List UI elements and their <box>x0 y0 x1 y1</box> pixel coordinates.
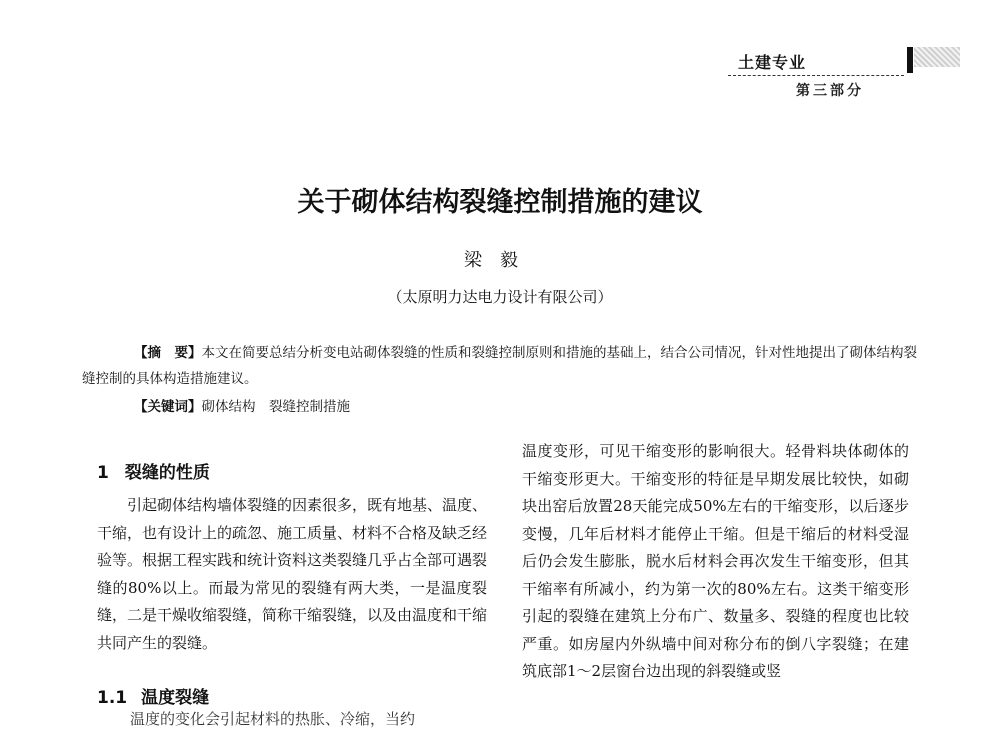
journal-part-label: 第三部分 <box>796 83 864 99</box>
abstract-text: 本文在简要总结分析变电站砌体裂缝的性质和裂缝控制原则和措施的基础上，结合公司情况，针对性地提出了砌体结构裂缝控制的具体构造措施建议。 <box>82 345 917 387</box>
header-bar-mark <box>907 47 913 73</box>
author-affiliation: （太原明力达电力设计有限公司） <box>387 288 613 306</box>
header-texture-block <box>914 47 960 67</box>
abstract-label: 【摘 要】 <box>134 345 202 361</box>
right-column-paragraph: 温度变形，可见干缩变形的影响很大。轻骨料块体砌体的干缩变形更大。干缩变形的特征是早期发展比较快，如砌块出窑后放置28天能完成50%左右的干缩变形，以后逐步变慢，几年后材料才能停止干缩。但是干缩后的材料受湿后仍会发生膨胀，脱水后材料会再次发生干缩变形，但其干缩率有所减小，约为第一次的80%左右。这类干缩变形引起的裂缝在建筑上分布广、数量多、裂缝的程度也比较严重。如房屋内外纵墙中间对称分布的倒八字裂缝；在建筑底部1～2层窗台边出现的斜裂缝或竖 <box>522 442 909 680</box>
section-heading-1-1 <box>97 683 209 708</box>
section-title: 裂缝的性质 <box>124 463 210 483</box>
abstract <box>82 340 917 392</box>
article-author: 梁毅 <box>464 250 536 271</box>
subsection-number: 1.1 <box>97 688 128 708</box>
header-divider <box>728 75 904 76</box>
keywords-text: 砌体结构 裂缝控制措施 <box>201 399 350 415</box>
journal-section-label: 土建专业 <box>738 53 807 72</box>
keywords-label: 【关键词】 <box>134 399 202 415</box>
article-title: 关于砌体结构裂缝控制措施的建议 <box>297 187 703 218</box>
section-1-1-partial-text: 温度的变化会引起材料的热胀、冷缩，当约 <box>130 710 416 728</box>
section-heading-1 <box>97 458 210 483</box>
section-number: 1 <box>97 463 109 483</box>
subsection-title: 温度裂缝 <box>141 688 210 708</box>
section-1-paragraph: 引起砌体结构墙体裂缝的因素很多，既有地基、温度、干缩，也有设计上的疏忽、施工质量、材料不合格及缺乏经验等。根据工程实践和统计资料这类裂缝几乎占全部可遇裂缝的80%以上。而最为常见的裂缝有两大类，一是温度裂缝，二是干燥收缩裂缝，简称干缩裂缝，以及由温度和干缩共同产生的裂缝。 <box>97 496 488 652</box>
keywords <box>134 394 350 420</box>
